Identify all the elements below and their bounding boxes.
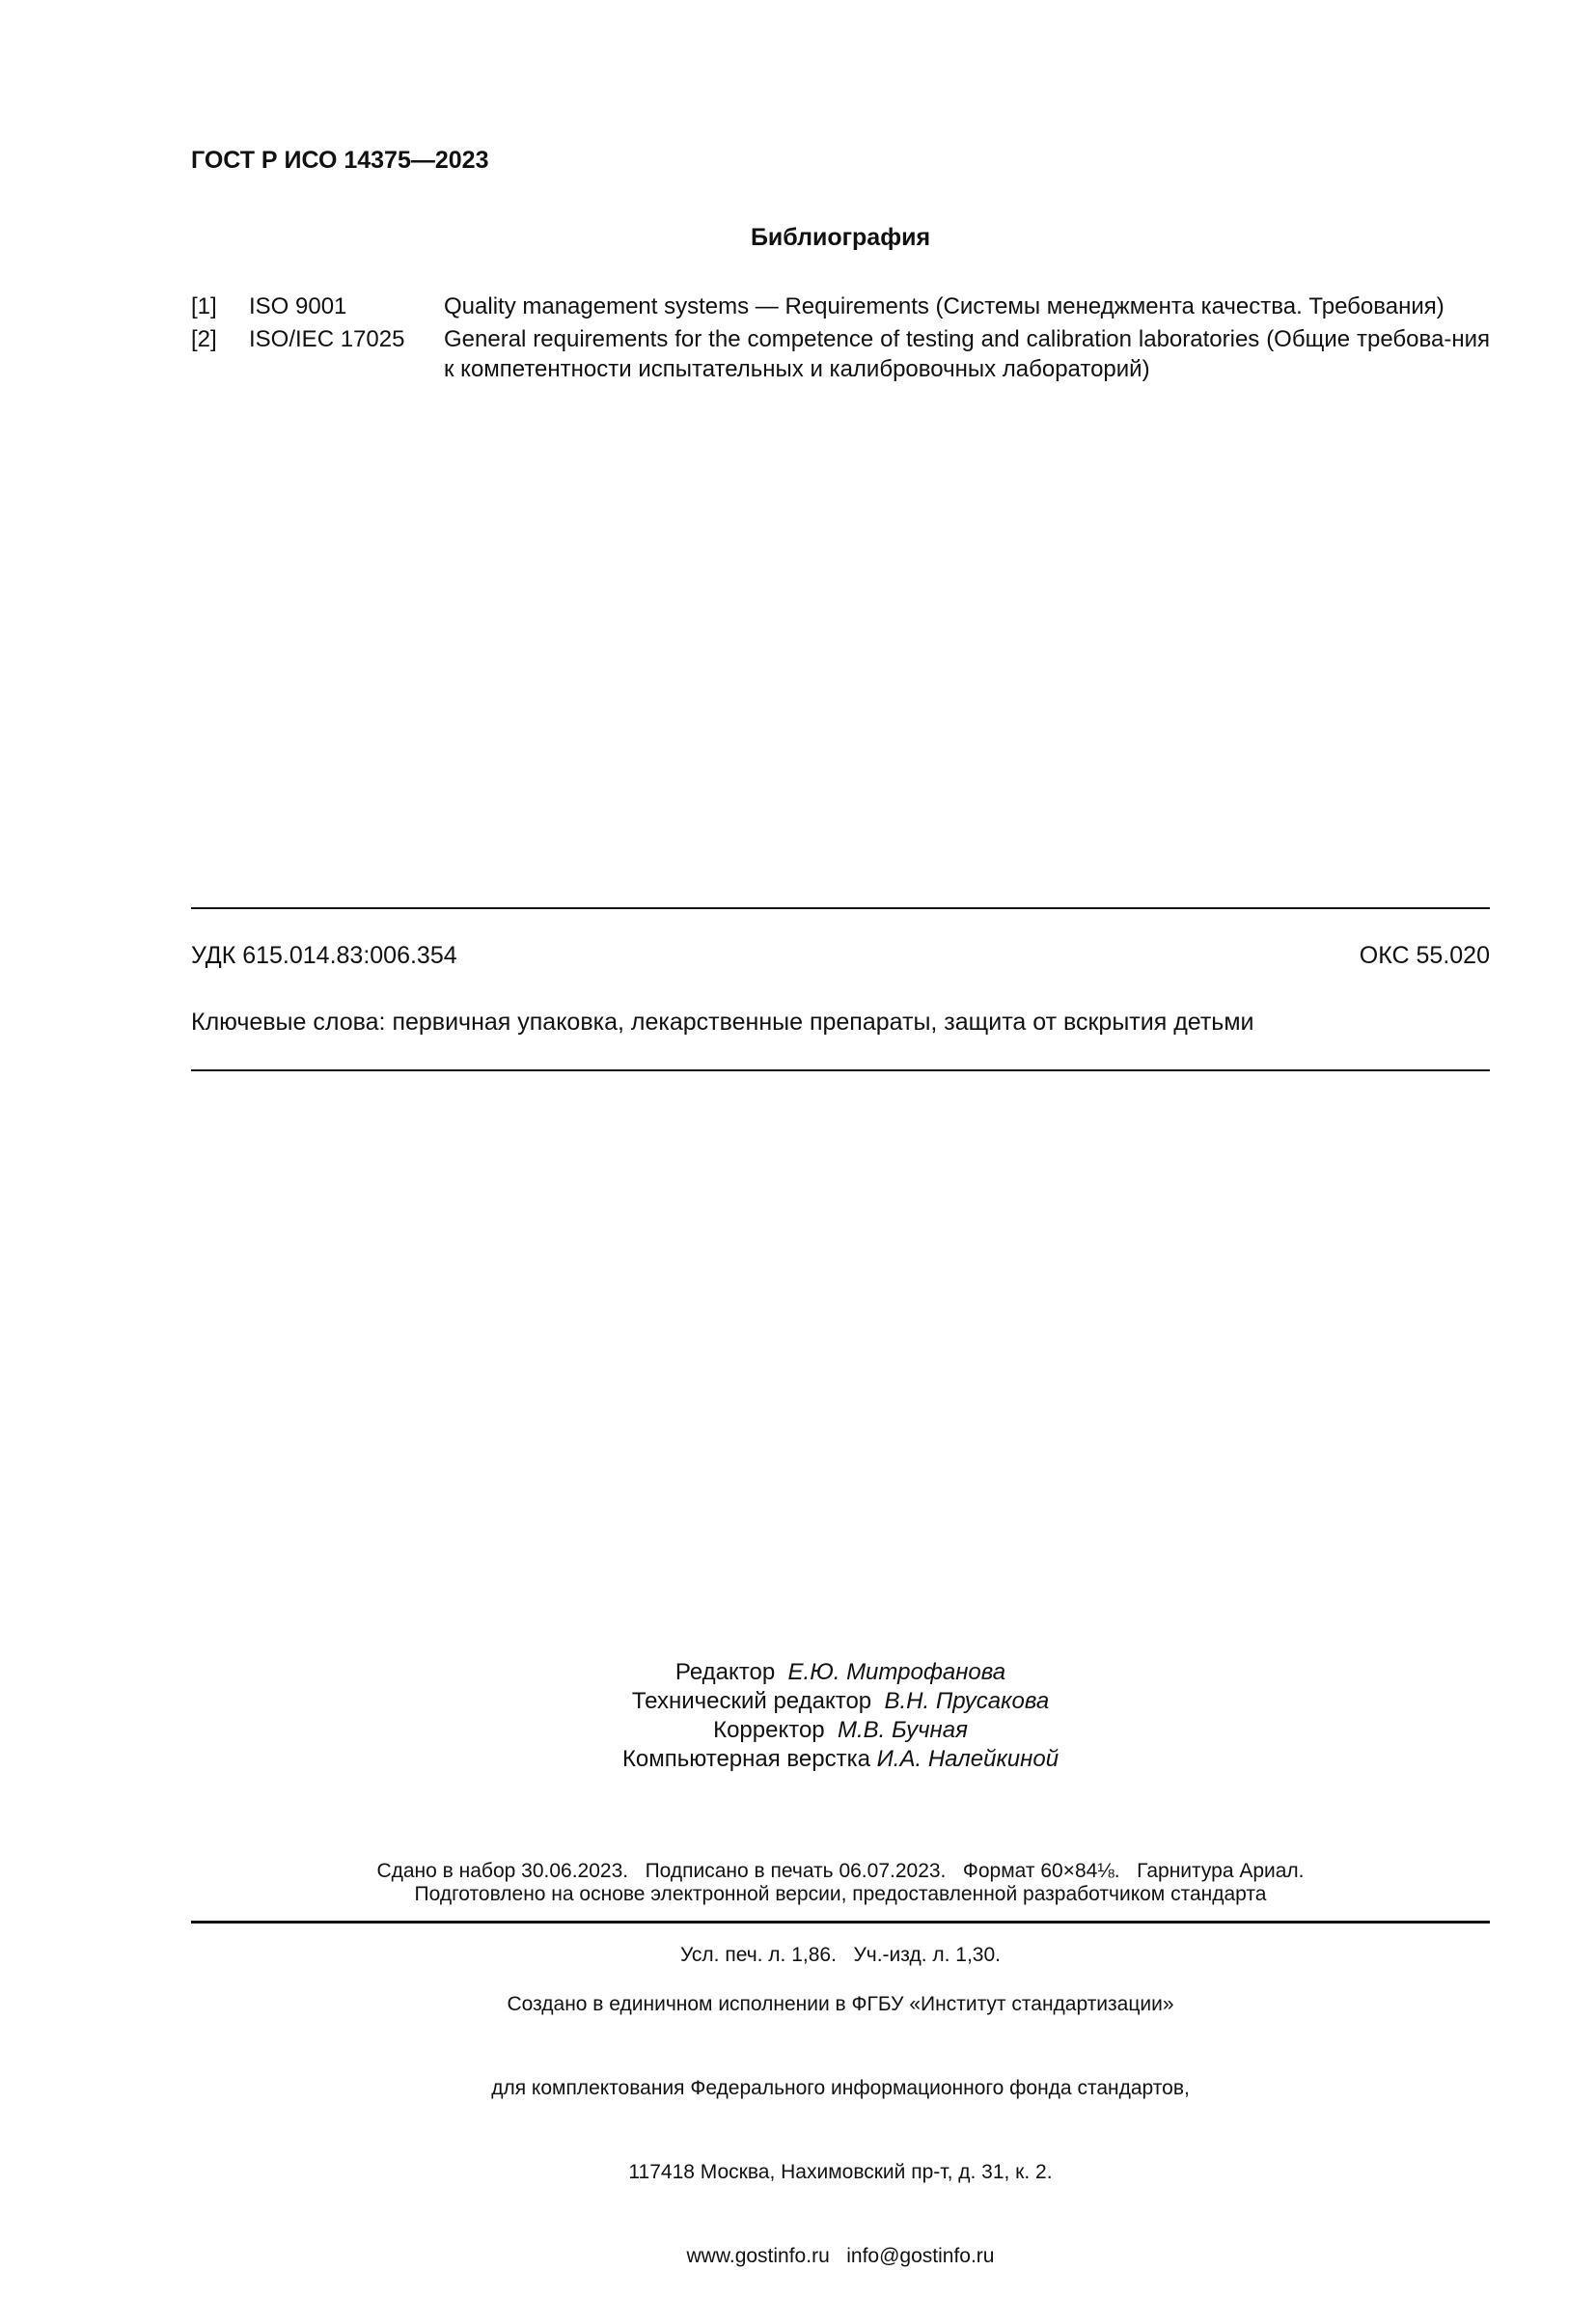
staff-role: Редактор xyxy=(674,1659,776,1685)
reference-item xyxy=(191,291,1490,321)
oks-code: ОКС 55.020 xyxy=(1359,942,1490,969)
udk-code: УДК 615.014.83:006.354 xyxy=(191,942,457,969)
reference-code: ISO/IEC 17025 xyxy=(249,326,405,352)
divider xyxy=(191,1921,1490,1924)
staff-role: Корректор xyxy=(713,1717,825,1743)
staff-line xyxy=(191,1745,1490,1774)
print-info-line: Сдано в набор 30.06.2023. Подписано в печать 06.07.2023. Формат 60×84⅛. Гарнитура Ариал. xyxy=(376,1860,1305,1882)
reference-item xyxy=(191,324,1490,384)
staff-role: Технический редактор xyxy=(631,1688,872,1714)
prepared-note: Подготовлено на основе электронной версии, предоставленной разработчиком стандарта xyxy=(414,1883,1267,1905)
publisher-line: 117418 Москва, Нахимовский пр-т, д. 31, к. 2. xyxy=(628,2161,1053,2183)
section-title: Библиография xyxy=(750,224,931,251)
reference-number: [2] xyxy=(191,326,217,352)
publisher-info xyxy=(191,1934,1490,2298)
reference-number: [1] xyxy=(191,293,217,319)
staff-name: М.В. Бучная xyxy=(838,1717,968,1743)
staff-role: Компьютерная верстка xyxy=(621,1746,870,1772)
staff-name: Е.Ю. Митрофанова xyxy=(787,1659,1006,1685)
reference-code: ISO 9001 xyxy=(249,293,347,319)
reference-text: Quality management systems — Requirements (Системы менеджмента качества. Требования) xyxy=(444,293,1445,319)
keywords: Ключевые слова: первичная упаковка, лекарственные препараты, защита от вскрытия детьми xyxy=(191,1009,1254,1036)
staff-name: В.Н. Прусакова xyxy=(884,1688,1050,1714)
staff-line xyxy=(191,1658,1490,1687)
classification-row xyxy=(191,942,1490,970)
print-info-line: Усл. печ. л. 1,86. Уч.-изд. л. 1,30. xyxy=(679,1944,1001,1966)
staff-line xyxy=(191,1687,1490,1716)
staff-line xyxy=(191,1716,1490,1745)
staff-name: И.А. Налейкиной xyxy=(876,1746,1059,1772)
staff-list xyxy=(191,1658,1490,1774)
reference-text: General requirements for the competence of testing and calibration laboratories (Общие требова-ния к компетентности испытательных и калибровочных лабораторий) xyxy=(444,326,1490,382)
publisher-line: Создано в единичном исполнении в ФГБУ «Институт стандартизации» xyxy=(507,1993,1174,2015)
divider xyxy=(191,907,1490,909)
document-header: ГОСТ Р ИСО 14375—2023 xyxy=(191,147,489,174)
publisher-line: для комплектования Федерального информационного фонда стандартов, xyxy=(491,2077,1190,2099)
divider xyxy=(191,1069,1490,1071)
publisher-contacts: www.gostinfo.ru info@gostinfo.ru xyxy=(686,2245,995,2267)
